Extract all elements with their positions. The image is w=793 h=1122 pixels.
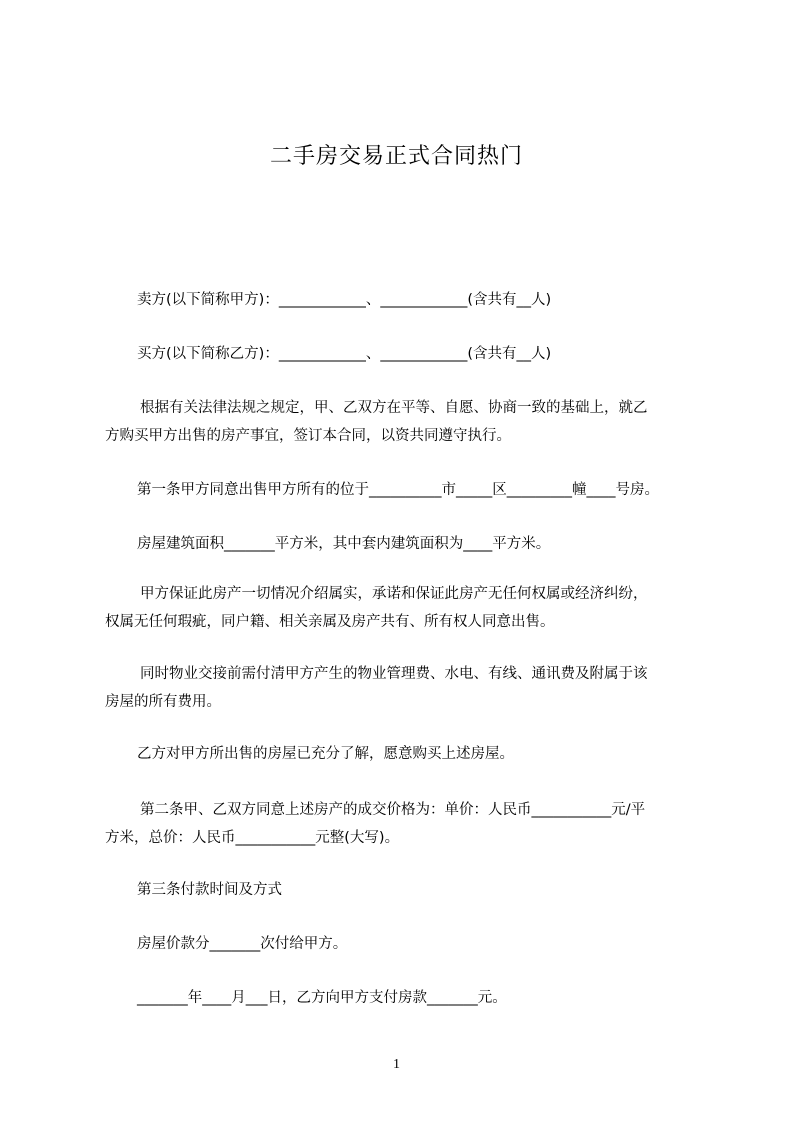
payment-date-line: _______年____月___日，乙方向甲方支付房款_______元。 — [137, 990, 507, 1006]
article-1-line: 第一条甲方同意出售甲方所有的位于__________市_____区_________幢____号房。 — [137, 482, 659, 498]
page-number: 1 — [393, 1057, 400, 1072]
seller-line: 卖方(以下简称甲方)：____________、____________(含共有__人) — [137, 292, 552, 308]
article-3-heading: 第三条付款时间及方式 — [137, 882, 282, 898]
guarantee-line-2: 权属无任何瑕疵，同户籍、相关亲属及房产共有、所有权人同意出售。 — [105, 614, 555, 630]
fees-line-1: 同时物业交接前需付清甲方产生的物业管理费、水电、有线、通讯费及附属于该 — [140, 666, 648, 682]
article-2-line-1: 第二条甲、乙双方同意上述房产的成交价格为：单价：人民币___________元/平 — [140, 802, 646, 818]
preamble-line-2: 方购买甲方出售的房产事宜，签订本合同，以资共同遵守执行。 — [105, 428, 511, 444]
buyer-line: 买方(以下简称乙方)：____________、____________(含共有__人) — [137, 346, 552, 362]
guarantee-line-1: 甲方保证此房产一切情况介绍属实，承诺和保证此房产无任何权属或经济纠纷， — [140, 586, 648, 602]
fees-line-2: 房屋的所有费用。 — [105, 694, 221, 710]
preamble-line-1: 根据有关法律法规之规定，甲、乙双方在平等、自愿、协商一致的基础上，就乙 — [140, 400, 648, 416]
installments-line: 房屋价款分_______次付给甲方。 — [137, 936, 348, 952]
article-2-line-2: 方米，总价：人民币___________元整(大写)。 — [105, 830, 400, 846]
buyer-acknowledgement: 乙方对甲方所出售的房屋已充分了解，愿意购买上述房屋。 — [137, 746, 514, 762]
area-line: 房屋建筑面积_______平方米，其中套内建筑面积为____平方米。 — [137, 536, 551, 552]
document-title: 二手房交易正式合同热门 — [269, 144, 523, 169]
